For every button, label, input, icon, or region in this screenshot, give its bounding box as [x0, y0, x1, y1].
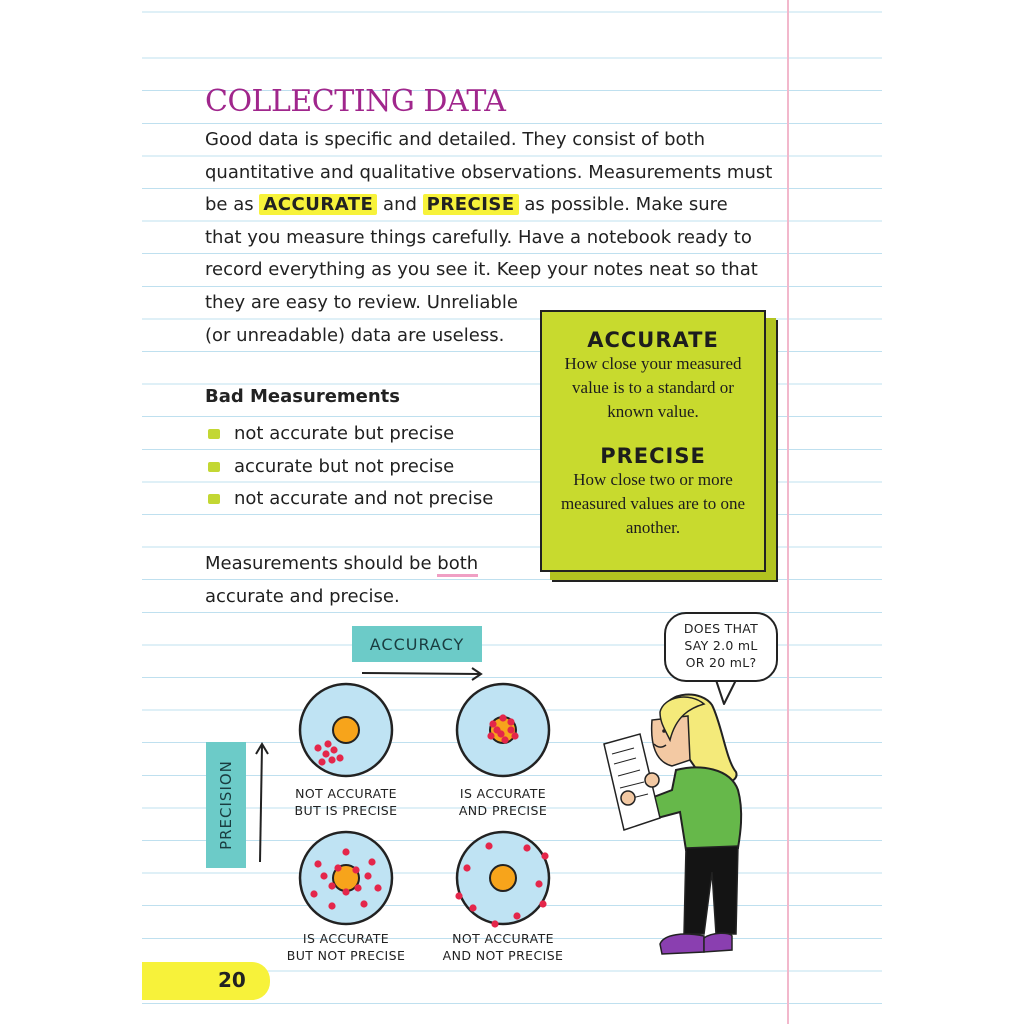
intro-line: record everything as you see it. Keep your notes neat so that	[205, 259, 758, 281]
measurement-dot	[354, 884, 361, 891]
caption-line: IS ACCURATE	[302, 931, 390, 946]
measurement-dot	[491, 920, 498, 927]
target-bottom-left	[300, 832, 392, 924]
caption-line: IS ACCURATE	[459, 786, 547, 801]
measurement-dot	[322, 750, 329, 757]
measurement-dot	[328, 902, 335, 909]
caption-line: NOT ACCURATE	[452, 931, 554, 946]
measurement-dot	[310, 890, 317, 897]
measurement-dot	[497, 730, 504, 737]
intro-text: be as	[205, 194, 254, 216]
measurement-dot	[314, 860, 321, 867]
accurate-definition-text: How close your measured value is to a standard or known value.	[564, 354, 742, 421]
caption-line: BUT IS PRECISE	[294, 803, 398, 818]
intro-text: as possible. Make sure	[524, 194, 728, 216]
measurement-dot	[342, 848, 349, 855]
measurement-dot	[523, 844, 530, 851]
measurement-dot	[374, 884, 381, 891]
measurement-dot	[455, 892, 462, 899]
caption-bottom-right	[433, 930, 573, 964]
measurement-dot	[487, 732, 494, 739]
caption-top-right	[433, 785, 573, 819]
measurement-dot	[352, 866, 359, 873]
accuracy-arrow-icon	[362, 668, 481, 680]
measurement-dot	[489, 720, 496, 727]
conclusion-line: accurate and precise.	[205, 585, 400, 607]
highlight-precise: PRECISE	[423, 194, 519, 215]
measurement-dot	[342, 888, 349, 895]
caption-bottom-left	[276, 930, 416, 964]
measurement-dot	[513, 912, 520, 919]
speech-line: SAY 2.0 mL	[684, 638, 758, 653]
accurate-definition-heading: ACCURATE	[587, 328, 719, 352]
speech-line: OR 20 mL?	[685, 655, 757, 670]
measurement-dot	[328, 882, 335, 889]
measurement-dot	[511, 732, 518, 739]
measurement-dot	[328, 756, 335, 763]
precise-definition-heading: PRECISE	[600, 444, 706, 468]
list-item-text: not accurate but precise	[234, 423, 455, 444]
measurement-dot	[336, 754, 343, 761]
list-item-text: not accurate and not precise	[234, 488, 494, 510]
measurement-dot	[469, 904, 476, 911]
measurement-dot	[535, 880, 542, 887]
precision-label: PRECISION	[217, 760, 235, 850]
caption-top-left	[276, 785, 416, 819]
measurement-dot	[501, 736, 508, 743]
measurement-dot	[318, 758, 325, 765]
measurement-dot	[330, 746, 337, 753]
page-number-highlight	[142, 962, 270, 1000]
measurement-dot	[334, 864, 341, 871]
underlined-word: both	[437, 553, 478, 577]
measurement-dot	[485, 842, 492, 849]
target-top-right	[457, 684, 549, 776]
measurement-dot	[314, 744, 321, 751]
caption-line: NOT ACCURATE	[295, 786, 397, 801]
intro-text: and	[383, 194, 417, 216]
measurement-dot	[360, 900, 367, 907]
bullseye	[490, 865, 516, 891]
accuracy-label: ACCURACY	[352, 626, 482, 662]
intro-line: quantitative and qualitative observations. Measurements must	[205, 161, 773, 183]
intro-line: that you measure things carefully. Have a notebook ready to	[205, 226, 752, 248]
highlight-accurate: ACCURATE	[259, 194, 377, 215]
speech-line: DOES THAT	[683, 621, 759, 636]
intro-line: they are easy to review. Unreliable	[205, 291, 518, 313]
precision-arrow-icon	[256, 744, 268, 862]
page-number: 20	[218, 968, 246, 992]
list-item-text: accurate but not precise	[234, 455, 455, 477]
caption-line: AND PRECISE	[458, 803, 548, 818]
measurement-dot	[463, 864, 470, 871]
student-figure-icon	[604, 695, 741, 954]
measurement-dot	[499, 714, 506, 721]
measurement-dot	[539, 900, 546, 907]
measurement-dot	[368, 858, 375, 865]
caption-line: BUT NOT PRECISE	[286, 948, 406, 963]
target-top-left	[300, 684, 392, 776]
bad-measurements-heading: Bad Measurements	[205, 386, 400, 407]
measurement-dot	[364, 872, 371, 879]
bullseye	[333, 717, 359, 743]
target-bottom-right	[455, 832, 549, 928]
measurement-dot	[507, 718, 514, 725]
intro-line: (or unreadable) data are useless.	[205, 324, 505, 346]
measurement-dot	[507, 726, 514, 733]
measurement-dot	[541, 852, 548, 859]
conclusion-part: Measurements should be	[205, 553, 438, 574]
precise-definition-text: How close two or more measured values are to one another.	[560, 470, 746, 537]
measurement-dot	[320, 872, 327, 879]
measurement-dot	[324, 740, 331, 747]
speech-bubble	[664, 612, 778, 682]
caption-line: AND NOT PRECISE	[442, 948, 564, 963]
page-title: COLLECTING DATA	[205, 84, 506, 119]
intro-line: Good data is specific and detailed. They consist of both	[205, 129, 706, 150]
